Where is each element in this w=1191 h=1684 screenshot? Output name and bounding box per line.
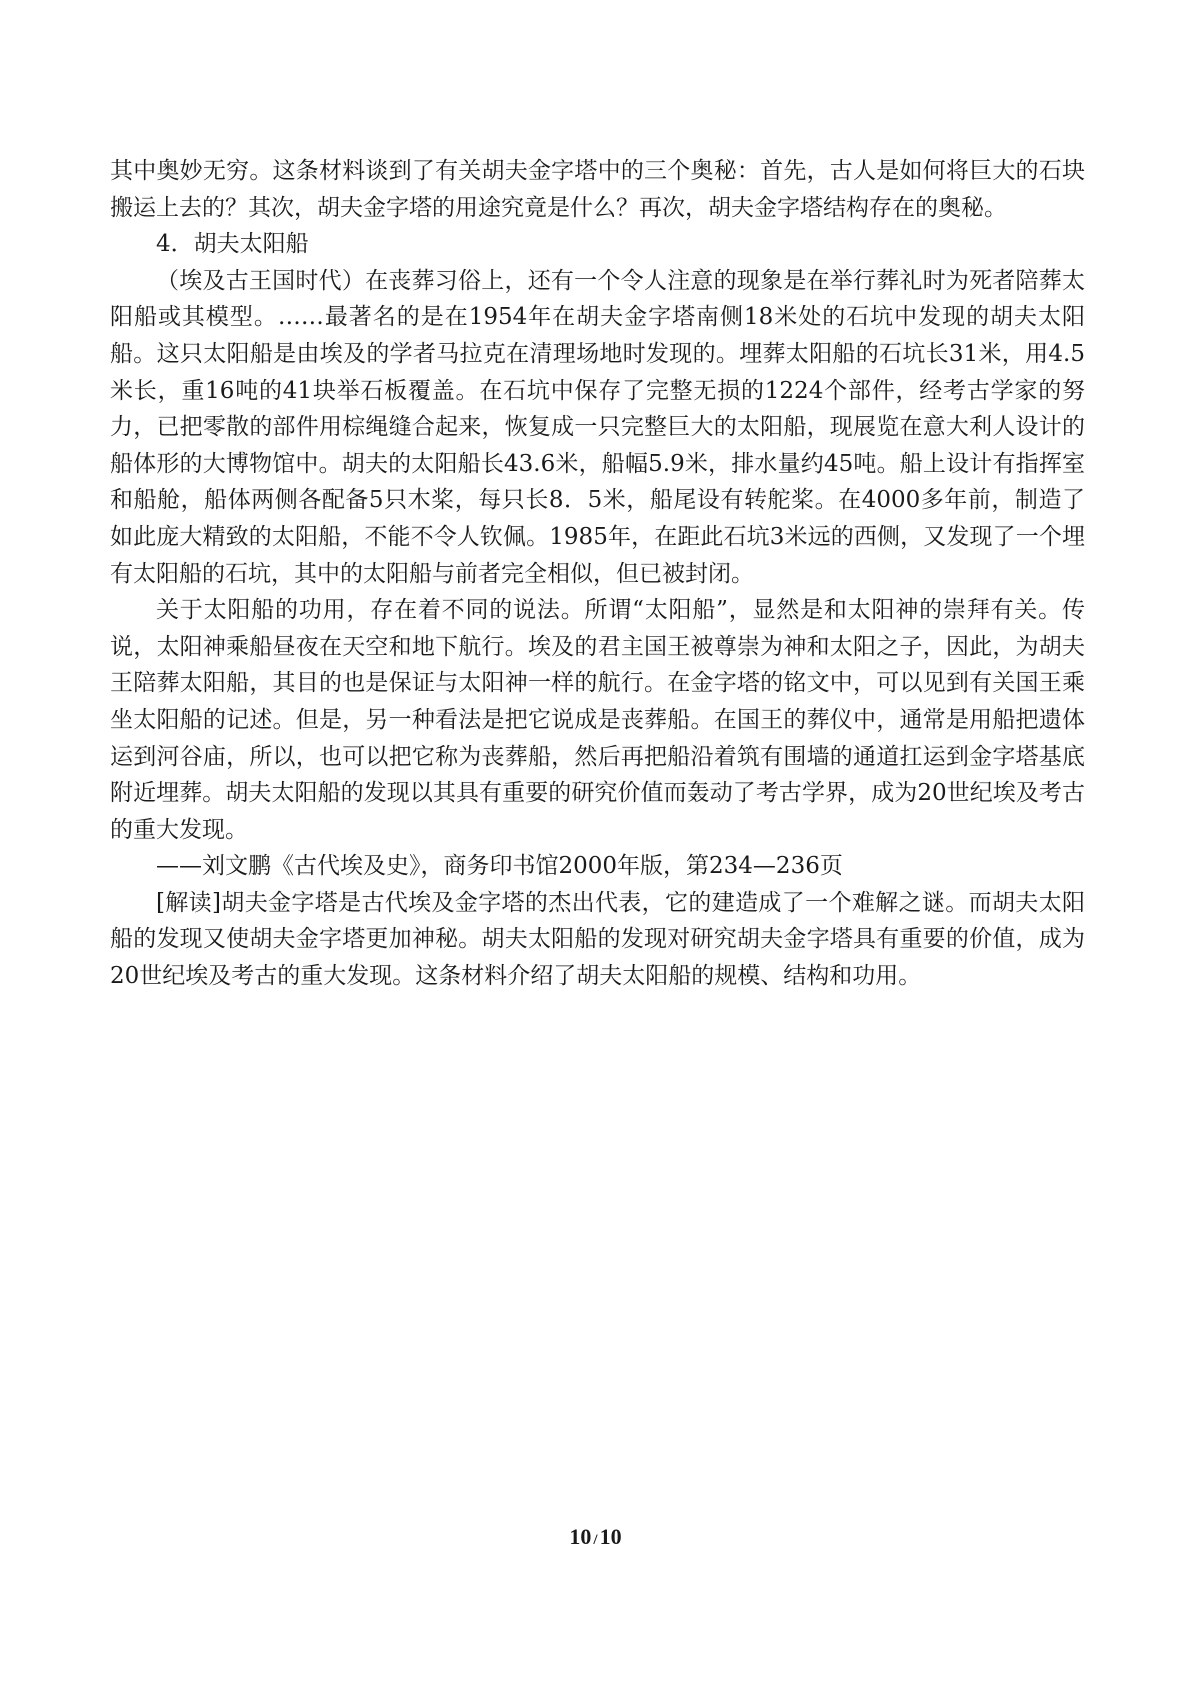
paragraph-interpretation: [解读]胡夫金字塔是古代埃及金字塔的杰出代表，它的建造成了一个难解之谜。而胡夫太阳船的发现又使胡夫金字塔更加神秘。胡夫太阳船的发现对研究胡夫金字塔具有重要的价值，成为20世纪埃及考古的重大发现。这条材料介绍了胡夫太阳船的规模、结构和功用。 <box>110 889 1085 990</box>
paragraph-continuation: 其中奥妙无穷。这条材料谈到了有关胡夫金字塔中的三个奥秘：首先，古人是如何将巨大的石块搬运上去的？其次，胡夫金字塔的用途究竟是什么？再次，胡夫金字塔结构存在的奥秘。 <box>110 158 1085 221</box>
paragraph-function: 关于太阳船的功用，存在着不同的说法。所谓“太阳船”，显然是和太阳神的崇拜有关。传说，太阳神乘船昼夜在天空和地下航行。埃及的君主国王被尊崇为神和太阳之子，因此，为胡夫王陪葬太阳船，其目的也是保证与太阳神一样的航行。在金字塔的铭文中，可以见到有关国王乘坐太阳船的记述。但是，另一种看法是把它说成是丧葬船。在国王的葬仪中，通常是用船把遗体运到河谷庙，所以，也可以把它称为丧葬船，然后再把船沿着筑有围墙的通道扛运到金字塔基底附近埋葬。胡夫太阳船的发现以其具有重要的研究价值而轰动了考古学界，成为20世纪埃及考古的重大发现。 <box>110 597 1085 843</box>
page-current: 10 <box>569 1524 592 1549</box>
page-separator: / <box>593 1532 598 1548</box>
page-total: 10 <box>599 1524 622 1549</box>
citation: ——刘文鹏《古代埃及史》，商务印书馆2000年版，第234—236页 <box>156 853 843 880</box>
section-heading: 4．胡夫太阳船 <box>156 231 309 258</box>
document-body <box>110 153 1085 995</box>
page-number <box>0 1524 1191 1550</box>
paragraph-sun-boat: （埃及古王国时代）在丧葬习俗上，还有一个令人注意的现象是在举行葬礼时为死者陪葬太阳船或其模型。……最著名的是在1954年在胡夫金字塔南侧18米处的石坑中发现的胡夫太阳船。这只太阳船是由埃及的学者马拉克在清理场地时发现的。埋葬太阳船的石坑长31米，用4.5米长，重16吨的41块举石板覆盖。在石坑中保存了完整无损的1224个部件，经考古学家的努力，已把零散的部件用棕绳缝合起来，恢复成一只完整巨大的太阳船，现展览在意大利人设计的船体形的大博物馆中。胡夫的太阳船长43.6米，船幅5.9米，排水量约45吨。船上设计有指挥室和船舱，船体两侧各配备5只木桨，每只长8．5米，船尾设有转舵桨。在4000多年前，制造了如此庞大精致的太阳船，不能不令人钦佩。1985年，在距此石坑3米远的西侧，又发现了一个埋有太阳船的石坑，其中的太阳船与前者完全相似，但已被封闭。 <box>110 267 1085 587</box>
